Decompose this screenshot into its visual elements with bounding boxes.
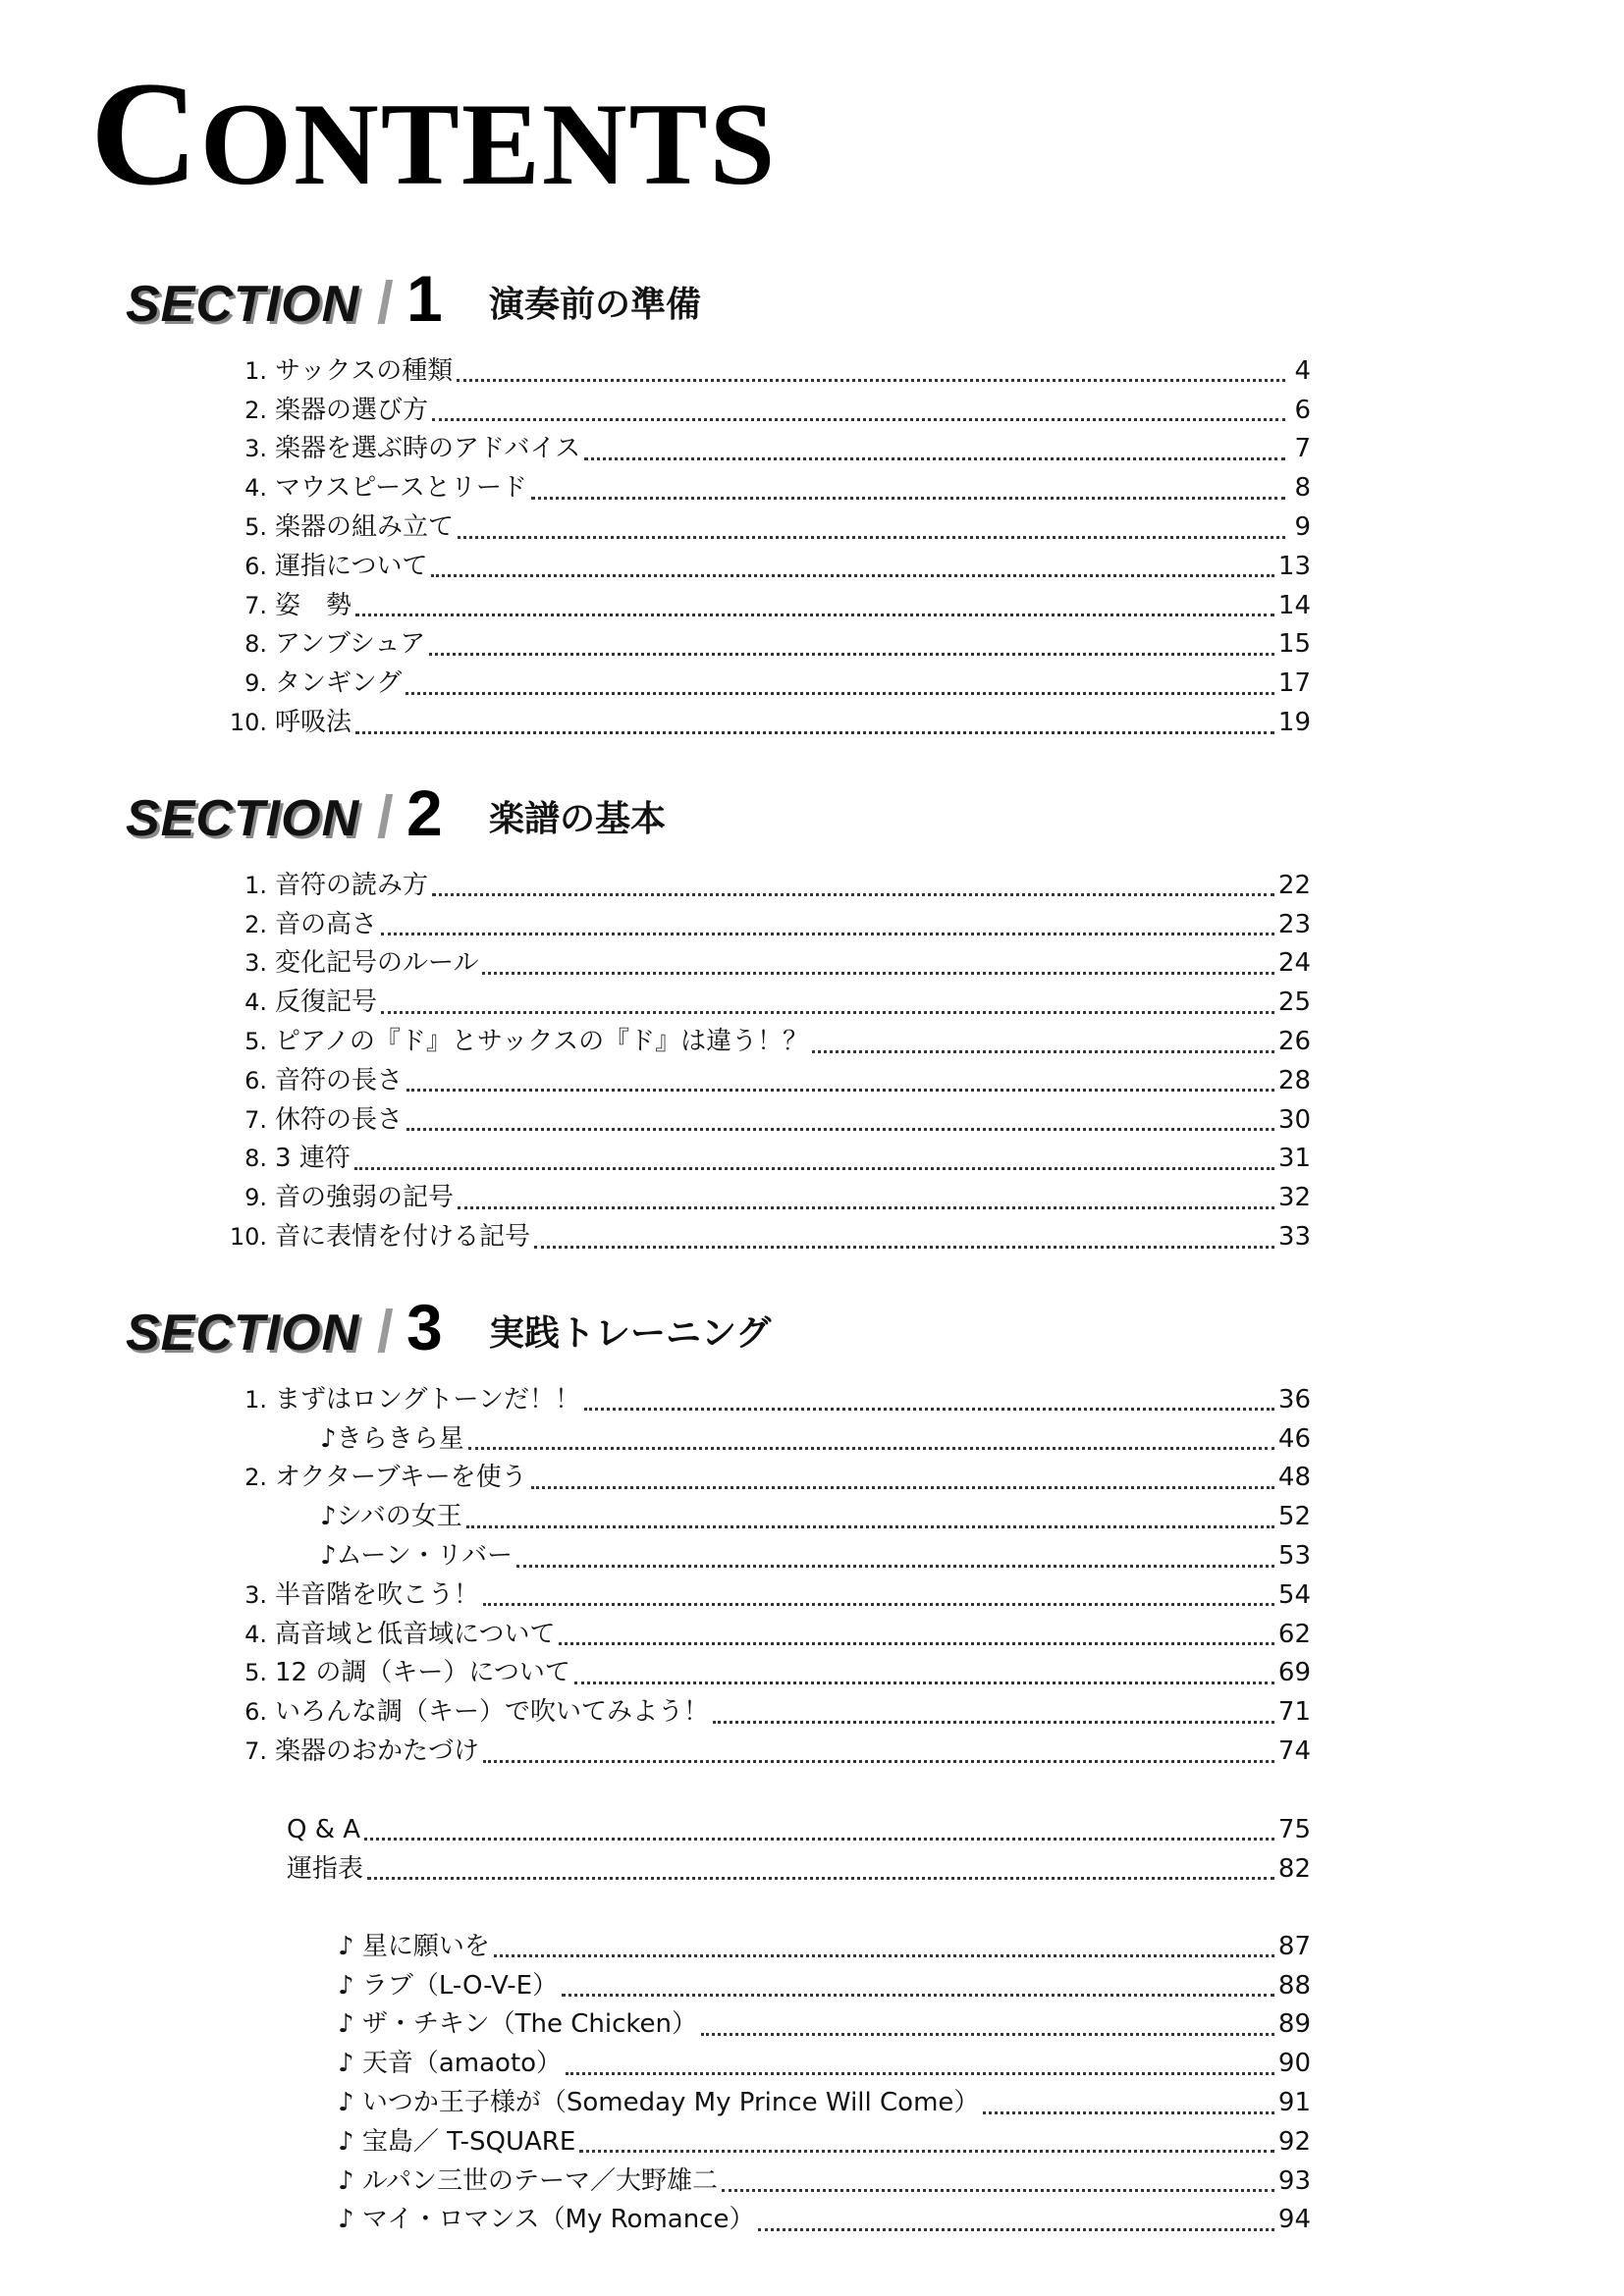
entry-label: 変化記号のルール: [275, 948, 479, 979]
entry-number: 5.: [244, 1659, 267, 1687]
entry-number: 10.: [229, 1223, 267, 1252]
toc-entry[interactable]: [244, 1178, 1311, 1217]
entry-page: 89: [1277, 2009, 1311, 2040]
entry-page: 31: [1277, 1144, 1311, 1174]
entry-label: ピアノの『ド』とサックスの『ド』は違う！？: [275, 1027, 809, 1057]
dot-leader: [812, 1050, 1274, 1053]
toc-entry[interactable]: [338, 2122, 1311, 2162]
dot-leader: [354, 1167, 1274, 1170]
toc-entry[interactable]: [287, 1810, 1311, 1849]
entry-number: 3.: [244, 1580, 267, 1609]
songs-toc: [338, 1927, 1311, 2239]
entry-page: 17: [1277, 668, 1311, 699]
entry-label: 楽器の選び方: [275, 395, 429, 425]
entry-page: 48: [1277, 1463, 1311, 1493]
entry-number: 9.: [244, 669, 267, 698]
entry-label: 音符の長さ: [275, 1065, 404, 1095]
toc-entry[interactable]: [244, 664, 1311, 703]
toc-entry[interactable]: [244, 547, 1311, 586]
dot-leader: [355, 731, 1274, 734]
toc-entry[interactable]: [244, 625, 1311, 665]
entry-page: 62: [1277, 1619, 1311, 1649]
entry-number: 6.: [244, 1066, 267, 1095]
entry-label: ♪ムーン・リバー: [320, 1541, 513, 1572]
toc-entry[interactable]: [244, 468, 1311, 507]
entry-page: 4: [1294, 355, 1311, 386]
entry-label: ♪ ザ・チキン（The Chicken）: [338, 2009, 697, 2040]
entry-page: 28: [1277, 1065, 1311, 1095]
toc-entry[interactable]: [244, 1692, 1311, 1732]
entry-page: 14: [1277, 590, 1311, 620]
entry-number: 4.: [244, 1620, 267, 1648]
toc-entry[interactable]: [244, 1380, 1311, 1419]
appendix-toc: [287, 1810, 1311, 1889]
dot-leader: [559, 1642, 1273, 1645]
entry-page: 6: [1294, 395, 1311, 425]
entry-page: 9: [1294, 512, 1311, 543]
toc-entry[interactable]: [338, 1966, 1311, 2005]
toc-entry[interactable]: [244, 1140, 1311, 1179]
entry-number: 8.: [244, 1145, 267, 1173]
entry-page: 36: [1277, 1384, 1311, 1415]
entry-label: 音の高さ: [275, 909, 378, 939]
entry-number: 7.: [244, 1737, 267, 1766]
toc-entry[interactable]: [275, 1536, 1311, 1575]
entry-page: 30: [1277, 1104, 1311, 1135]
section-title: 演奏前の準備: [489, 285, 702, 325]
entry-number: 6.: [244, 1698, 267, 1727]
section-slash-decoration: /: [377, 270, 394, 336]
section-word: SECTION: [126, 790, 360, 847]
entry-page: 94: [1277, 2205, 1311, 2235]
entry-page: 54: [1277, 1579, 1311, 1610]
entry-page: 15: [1277, 629, 1311, 660]
toc-entry[interactable]: [338, 1927, 1311, 1966]
entry-label: 姿 勢: [275, 590, 352, 620]
dot-leader: [531, 1486, 1274, 1489]
toc-entry[interactable]: [244, 391, 1311, 430]
dot-leader: [431, 574, 1273, 577]
entry-label: オクターブキーを使う: [275, 1463, 527, 1493]
toc-entry[interactable]: [244, 905, 1311, 944]
section-word: SECTION: [126, 1305, 360, 1362]
dot-leader: [367, 1877, 1274, 1880]
dot-leader: [466, 1525, 1274, 1528]
entry-label: いろんな調（キー）で吹いてみよう！: [275, 1697, 710, 1728]
dot-leader: [584, 1408, 1274, 1411]
section-number: 2: [406, 776, 443, 849]
toc-entry[interactable]: [338, 2201, 1311, 2240]
entry-number: 1.: [244, 871, 267, 899]
dot-leader: [429, 653, 1274, 656]
entry-label: ♪シバの女王: [320, 1502, 462, 1532]
toc-entry[interactable]: [244, 1022, 1311, 1061]
dot-leader: [381, 933, 1274, 935]
entry-number: 1.: [244, 356, 267, 385]
section-title: 実践トレーニング: [489, 1313, 772, 1354]
entry-number: 2.: [244, 1464, 267, 1492]
dot-leader: [355, 614, 1274, 616]
entry-label: 半音階を吹こう！: [275, 1579, 480, 1610]
section-2-toc: [229, 866, 1311, 1256]
entry-number: 5.: [244, 513, 267, 542]
toc-entry[interactable]: [244, 507, 1311, 547]
entry-page: 19: [1277, 708, 1311, 738]
entry-label: 高音域と低音域について: [275, 1619, 556, 1649]
entry-page: 71: [1277, 1697, 1311, 1728]
entry-number: 4.: [244, 474, 267, 503]
entry-number: 10.: [229, 709, 267, 737]
dot-leader: [713, 1721, 1274, 1724]
toc-entry[interactable]: [244, 1100, 1311, 1140]
entry-label: ♪ ラブ（L-O-V-E）: [338, 1970, 559, 2001]
entry-page: 8: [1294, 473, 1311, 504]
entry-label: 楽器のおかたづけ: [275, 1736, 480, 1767]
dot-leader: [531, 497, 1285, 500]
toc-entry[interactable]: [244, 1615, 1311, 1654]
toc-entry[interactable]: [244, 1459, 1311, 1498]
section-word: SECTION: [126, 276, 360, 333]
entry-label: ♪ ルパン三世のテーマ／大野雄二: [338, 2165, 719, 2196]
entry-label: 音に表情を付ける記号: [275, 1222, 531, 1253]
toc-entry[interactable]: [244, 430, 1311, 469]
dot-leader: [468, 1447, 1274, 1450]
entry-label: 楽器を選ぶ時のアドバイス: [275, 434, 581, 464]
entry-label: タンギング: [275, 668, 403, 699]
dot-leader: [566, 2072, 1274, 2075]
entry-number: 2.: [244, 910, 267, 938]
entry-page: 69: [1277, 1658, 1311, 1688]
entry-page: 25: [1277, 988, 1311, 1018]
entry-label: サックスの種類: [275, 355, 454, 386]
toc-entry[interactable]: [244, 351, 1311, 391]
entry-label: まずはロングトーンだ！！: [275, 1384, 580, 1415]
dot-leader: [381, 1011, 1274, 1014]
toc-entry[interactable]: [338, 2162, 1311, 2201]
entry-number: 5.: [244, 1028, 267, 1056]
toc-entry[interactable]: [338, 2005, 1311, 2045]
entry-number: 6.: [244, 552, 267, 580]
entry-label: ♪ 天音（amaoto）: [338, 2049, 563, 2079]
toc-entry[interactable]: [244, 1575, 1311, 1615]
page-title: [90, 51, 778, 216]
entry-number: 7.: [244, 1105, 267, 1134]
entry-page: 32: [1277, 1183, 1311, 1213]
entry-number: 3.: [244, 949, 267, 978]
entry-label: 3 連符: [275, 1144, 351, 1174]
entry-label: 呼吸法: [275, 708, 352, 738]
dot-leader: [406, 692, 1274, 695]
entry-label: 音の強弱の記号: [275, 1183, 455, 1213]
dot-leader: [406, 1128, 1274, 1131]
toc-entry[interactable]: [287, 1849, 1311, 1889]
dot-leader: [722, 2189, 1274, 2192]
entry-label: 12 の調（キー）について: [275, 1658, 570, 1688]
entry-page: 90: [1277, 2049, 1311, 2079]
dot-leader: [458, 1206, 1274, 1209]
entry-page: 24: [1277, 948, 1311, 979]
entry-label: ♪ 宝島／ T-SQUARE: [338, 2126, 576, 2157]
entry-number: 3.: [244, 435, 267, 463]
toc-entry[interactable]: [229, 1217, 1311, 1256]
entry-label: 休符の長さ: [275, 1104, 404, 1135]
entry-label: Q & A: [287, 1814, 361, 1844]
toc-entry[interactable]: [244, 1732, 1311, 1771]
entry-page: 46: [1277, 1423, 1311, 1454]
entry-page: 13: [1277, 551, 1311, 581]
dot-leader: [432, 418, 1285, 421]
entry-page: 91: [1277, 2088, 1311, 2118]
toc-entry[interactable]: [275, 1497, 1311, 1536]
toc-entry[interactable]: [338, 2083, 1311, 2122]
section-number: 1: [406, 262, 443, 335]
entry-label: 運指について: [275, 551, 428, 581]
dot-leader: [574, 1682, 1274, 1684]
entry-page: 82: [1277, 1853, 1311, 1884]
entry-label: ♪ マイ・ロマンス（My Romance）: [338, 2205, 755, 2235]
entry-number: 4.: [244, 988, 267, 1017]
toc-entry[interactable]: [244, 983, 1311, 1022]
toc-entry[interactable]: [338, 2044, 1311, 2083]
entry-number: 2.: [244, 396, 267, 424]
dot-leader: [483, 1603, 1274, 1606]
entry-page: 92: [1277, 2126, 1311, 2157]
toc-entry[interactable]: [244, 866, 1311, 905]
dot-leader: [562, 1994, 1274, 1997]
entry-page: 26: [1277, 1027, 1311, 1057]
entry-label: ♪ 星に願いを: [338, 1931, 490, 1961]
dot-leader: [758, 2228, 1273, 2231]
title-rest: ONTENTS: [199, 79, 778, 209]
entry-page: 53: [1277, 1541, 1311, 1572]
entry-page: 7: [1294, 434, 1311, 464]
entry-label: アンブシュア: [275, 629, 426, 660]
entry-page: 74: [1277, 1736, 1311, 1767]
section-slash-decoration: /: [377, 784, 394, 850]
dot-leader: [701, 2033, 1274, 2036]
toc-entry[interactable]: [275, 1419, 1311, 1459]
dot-leader: [457, 379, 1285, 382]
dot-leader: [482, 972, 1273, 975]
section-3-toc: [244, 1380, 1311, 1771]
entry-page: 93: [1277, 2165, 1311, 2196]
entry-number: 7.: [244, 591, 267, 619]
entry-number: 9.: [244, 1184, 267, 1212]
entry-label: ♪きらきら星: [320, 1423, 464, 1454]
entry-number: 1.: [244, 1385, 267, 1414]
toc-entry[interactable]: [244, 1061, 1311, 1100]
dot-leader: [406, 1089, 1274, 1092]
toc-entry[interactable]: [244, 1654, 1311, 1693]
entry-page: 88: [1277, 1970, 1311, 2001]
entry-page: 87: [1277, 1931, 1311, 1961]
entry-page: 52: [1277, 1502, 1311, 1532]
dot-leader: [483, 1760, 1274, 1763]
entry-label: 音符の読み方: [275, 870, 429, 900]
entry-label: 反復記号: [275, 988, 378, 1018]
toc-entry[interactable]: [229, 703, 1311, 742]
dot-leader: [579, 2150, 1274, 2153]
dot-leader: [364, 1838, 1274, 1841]
dot-leader: [983, 2111, 1274, 2114]
dot-leader: [534, 1246, 1274, 1249]
dot-leader: [458, 536, 1285, 539]
entry-label: マウスピースとリード: [275, 473, 527, 504]
dot-leader: [494, 1954, 1274, 1957]
dot-leader: [584, 457, 1285, 460]
entry-page: 33: [1277, 1222, 1311, 1253]
entry-page: 22: [1277, 870, 1311, 900]
entry-label: 楽器の組み立て: [275, 512, 455, 543]
toc-entry[interactable]: [244, 586, 1311, 625]
section-number: 3: [406, 1291, 443, 1363]
dot-leader: [516, 1565, 1274, 1568]
section-title: 楽譜の基本: [489, 799, 667, 839]
title-initial: C: [90, 51, 200, 216]
entry-page: 23: [1277, 909, 1311, 939]
entry-label: ♪ いつか王子様が（Someday My Prince Will Come）: [338, 2088, 980, 2118]
section-1-toc: [229, 351, 1311, 742]
entry-page: 75: [1277, 1814, 1311, 1844]
entry-number: 8.: [244, 630, 267, 659]
section-slash-decoration: /: [377, 1299, 394, 1364]
entry-label: 運指表: [287, 1853, 364, 1884]
toc-entry[interactable]: [244, 944, 1311, 984]
dot-leader: [432, 893, 1274, 896]
